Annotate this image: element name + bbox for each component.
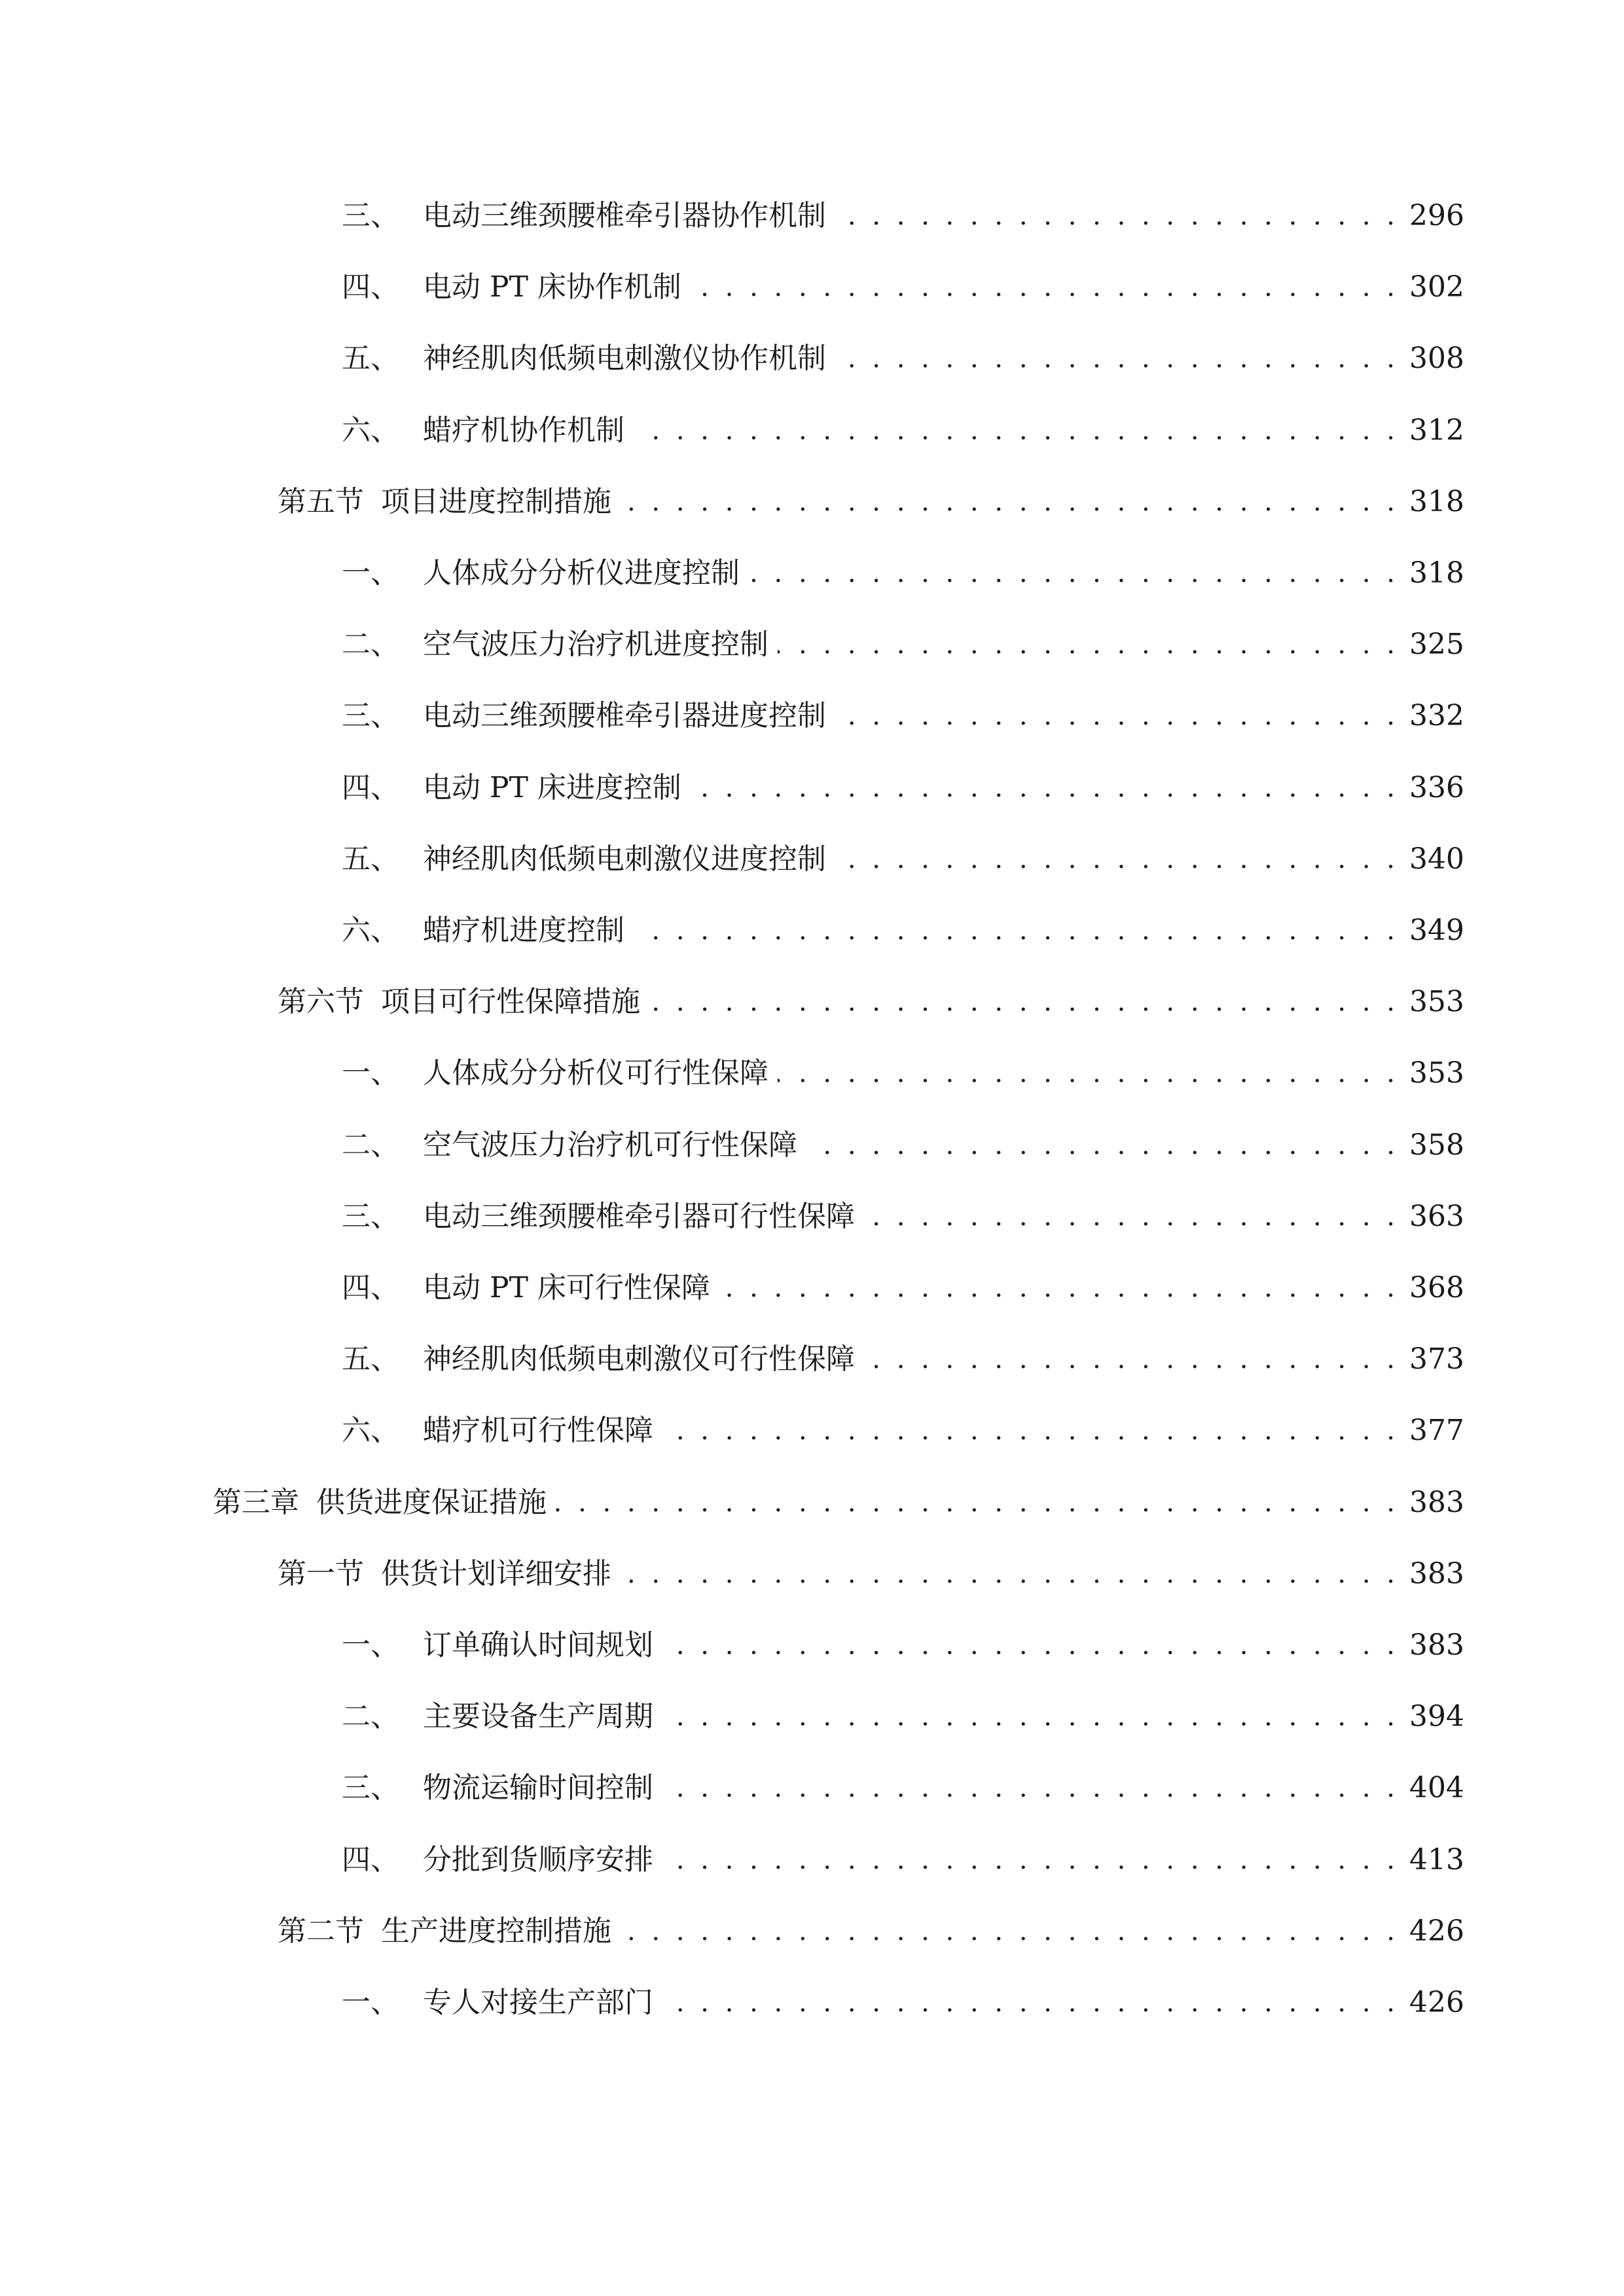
toc-dot-leader [864,1197,1399,1236]
toc-entry[interactable] [342,619,1464,664]
toc-dot-leader [835,840,1399,879]
toc-entry-title: 生产进度控制措施 [381,1914,611,1948]
toc-entry-page-number: 308 [1409,342,1464,375]
toc-dot-leader [649,982,1399,1022]
toc-entry-number: 第一节 [278,1557,364,1590]
toc-entry-page-number: 336 [1409,771,1464,804]
toc-entry-number: 一、 [342,556,399,590]
toc-entry-page-number: 383 [1409,1557,1464,1590]
toc-entry[interactable] [342,762,1464,808]
toc-entry[interactable] [278,1548,1464,1594]
toc-entry[interactable] [342,1834,1464,1880]
toc-dot-leader [634,911,1399,950]
toc-entry-page-number: 426 [1409,1986,1464,2019]
toc-entry-title: 主要设备生产周期 [423,1700,653,1733]
toc-entry[interactable] [342,1119,1464,1165]
toc-entry-page-number: 377 [1409,1414,1464,1447]
toc-entry-title: 蜡疗机可行性保障 [423,1414,653,1447]
toc-entry-number: 第三章 [213,1486,299,1519]
toc-entry-number: 二、 [342,628,399,661]
toc-dot-leader [634,411,1399,450]
toc-dot-leader [749,554,1399,593]
toc-entry-number: 六、 [342,414,399,447]
toc-entry-title: 空气波压力治疗机进度控制 [423,628,768,661]
toc-entry-number: 五、 [342,342,399,375]
toc-entry-page-number: 353 [1409,985,1464,1018]
toc-entry[interactable] [342,261,1464,307]
toc-entry-title: 空气波压力治疗机可行性保障 [423,1128,797,1162]
toc-entry-number: 四、 [342,1271,399,1304]
toc-dot-leader [806,1126,1399,1165]
toc-entry-title: 神经肌肉低频电刺激仪进度控制 [423,842,826,876]
toc-entry[interactable] [342,905,1464,950]
toc-entry[interactable] [342,833,1464,879]
toc-entry-page-number: 318 [1409,485,1464,518]
toc-entry-page-number: 349 [1409,914,1464,947]
toc-dot-leader [835,196,1399,236]
toc-dot-leader [864,1340,1399,1379]
toc-dot-leader [691,268,1399,307]
toc-entry-title: 物流运输时间控制 [423,1771,653,1804]
toc-entry-page-number: 413 [1409,1843,1464,1876]
toc-entry-title: 神经肌肉低频电刺激仪可行性保障 [423,1342,855,1376]
toc-entry-number: 第五节 [278,485,364,518]
toc-entry[interactable] [342,332,1464,378]
toc-entry[interactable] [342,1047,1464,1093]
toc-entry-page-number: 373 [1409,1342,1464,1376]
toc-entry[interactable] [278,976,1464,1022]
toc-entry-number: 四、 [342,1843,399,1876]
toc-entry-number: 六、 [342,914,399,947]
toc-entry-number: 二、 [342,1700,399,1733]
toc-entry-number: 一、 [342,1986,399,2019]
toc-dot-leader [662,1697,1399,1736]
toc-entry-number: 三、 [342,1200,399,1233]
toc-entry-title: 项目可行性保障措施 [381,985,640,1018]
toc-entry-page-number: 296 [1409,199,1464,232]
toc-dot-leader [662,1983,1399,2022]
toc-entry[interactable] [213,1477,1464,1522]
toc-entry-title: 供货计划详细安排 [381,1557,611,1590]
toc-entry-number: 四、 [342,771,399,804]
toc-entry-title: 神经肌肉低频电刺激仪协作机制 [423,342,826,375]
toc-dot-leader [719,1268,1399,1308]
toc-entry[interactable] [342,1762,1464,1808]
toc-dot-leader [778,625,1399,664]
toc-entry-page-number: 312 [1409,414,1464,447]
toc-entry-number: 二、 [342,1128,399,1162]
toc-dot-leader [621,1912,1399,1951]
toc-entry-number: 五、 [342,842,399,876]
toc-entry[interactable] [342,1262,1464,1308]
toc-entry[interactable] [342,1619,1464,1665]
toc-entry[interactable] [278,1905,1464,1951]
toc-entry-title: 电动三维颈腰椎牵引器可行性保障 [423,1200,855,1233]
toc-entry-page-number: 358 [1409,1128,1464,1162]
toc-entry-number: 第六节 [278,985,364,1018]
toc-entry-number: 三、 [342,1771,399,1804]
toc-entry-page-number: 332 [1409,699,1464,732]
toc-entry-title: 订单确认时间规划 [423,1628,653,1662]
toc-entry-page-number: 383 [1409,1628,1464,1662]
toc-entry-number: 六、 [342,1414,399,1447]
toc-entry-page-number: 394 [1409,1700,1464,1733]
toc-dot-leader [778,1054,1399,1093]
toc-entry[interactable] [342,1405,1464,1450]
toc-entry-page-number: 353 [1409,1056,1464,1090]
toc-entry[interactable] [342,1191,1464,1236]
toc-dot-leader [691,768,1399,808]
toc-entry-page-number: 383 [1409,1486,1464,1519]
toc-dot-leader [835,339,1399,378]
toc-entry-page-number: 363 [1409,1200,1464,1233]
toc-entry-title: 电动 PT 床协作机制 [423,270,681,304]
toc-dot-leader [662,1840,1399,1880]
toc-entry-title: 蜡疗机协作机制 [423,414,624,447]
toc-entry-title: 电动 PT 床可行性保障 [423,1271,710,1304]
toc-entry-page-number: 368 [1409,1271,1464,1304]
toc-entry-page-number: 404 [1409,1771,1464,1804]
toc-entry-title: 电动三维颈腰椎牵引器协作机制 [423,199,826,232]
toc-entry-number: 一、 [342,1628,399,1662]
toc-entry-title: 分批到货顺序安排 [423,1843,653,1876]
toc-entry-title: 人体成分分析仪可行性保障 [423,1056,768,1090]
toc-dot-leader [621,1554,1399,1594]
toc-dot-leader [662,1768,1399,1808]
toc-entry-page-number: 426 [1409,1914,1464,1948]
toc-dot-leader [662,1626,1399,1665]
toc-entry-title: 蜡疗机进度控制 [423,914,624,947]
toc-entry-number: 第二节 [278,1914,364,1948]
toc-entry-number: 三、 [342,699,399,732]
toc-entry[interactable] [342,404,1464,450]
toc-entry-title: 供货进度保证措施 [316,1486,547,1519]
toc-entry-page-number: 302 [1409,270,1464,304]
toc-entry[interactable] [342,1691,1464,1736]
toc-dot-leader [662,1411,1399,1450]
toc-entry[interactable] [342,1977,1464,2022]
toc-entry-number: 五、 [342,1342,399,1376]
toc-entry-number: 一、 [342,1056,399,1090]
toc-entry-page-number: 340 [1409,842,1464,876]
toc-entry-title: 电动三维颈腰椎牵引器进度控制 [423,699,826,732]
toc-dot-leader [556,1483,1399,1522]
toc-entry-number: 三、 [342,199,399,232]
toc-entry-page-number: 318 [1409,556,1464,590]
toc-entry[interactable] [342,1333,1464,1379]
toc-entry[interactable] [278,476,1464,522]
toc-entry-title: 专人对接生产部门 [423,1986,653,2019]
toc-entry[interactable] [342,547,1464,593]
toc-entry-number: 四、 [342,270,399,304]
toc-entry-page-number: 325 [1409,628,1464,661]
toc-entry[interactable] [342,690,1464,736]
toc-entry-title: 电动 PT 床进度控制 [423,771,681,804]
toc-entry-title: 人体成分分析仪进度控制 [423,556,740,590]
toc-entry[interactable] [342,190,1464,236]
toc-dot-leader [835,696,1399,736]
toc-dot-leader [621,482,1399,522]
toc-entry-title: 项目进度控制措施 [381,485,611,518]
